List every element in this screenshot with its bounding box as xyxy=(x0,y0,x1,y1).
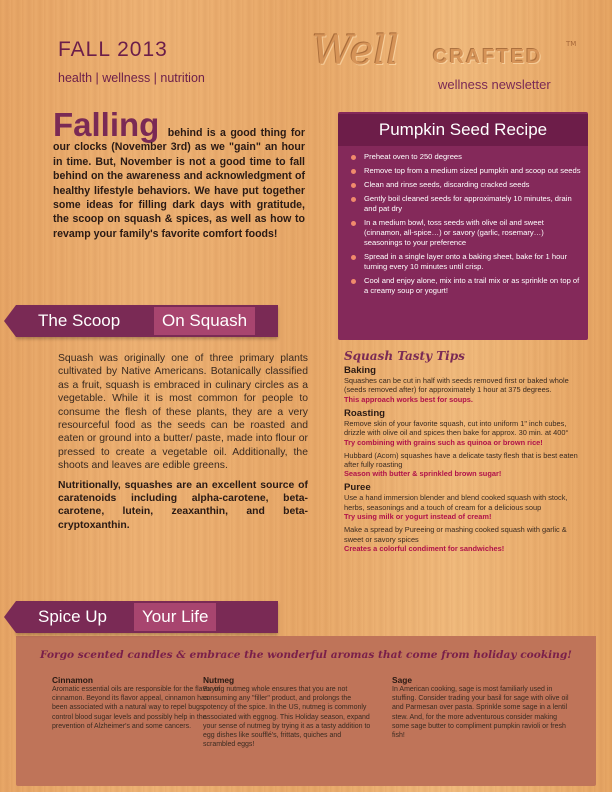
squash-tasty-tips xyxy=(344,349,588,557)
recipe-step: Spread in a single layer onto a baking sheet, bake for 1 hour turning every 10 minutes until crisp. xyxy=(350,252,582,272)
tip-text: Remove skin of your favorite squash, cut into uniform 1" inch cubes, drizzle with olive oil and spices then bake for approx. 30 min. at 400° xyxy=(344,418,569,438)
tip-suggestion: This approach works best for soups. xyxy=(344,394,473,404)
spice-text-cinnamon: Aromatic essential oils are responsible for the flavor of cinnamon. Beyond its flavor appeal, cinnamon has been associated with a natural way to repel bugs, control blood sugar levels and possibly help in the prevention of Alzheimer's and some cancers. xyxy=(52,686,221,730)
recipe-step: Cool and enjoy alone, mix into a trail mix or as sprinkle on top of a creamy soup or yogurt! xyxy=(350,276,582,296)
scoop-on-squash-banner xyxy=(16,305,278,337)
tip-heading-roasting: Roasting xyxy=(344,407,386,419)
intro-text: behind is a good thing for our clocks (November 3rd) as we "gain" an hour in time. But, November is not a good time to fall behind on the awareness and acknowledgment of healthy lifestyle behaviors. We have put together some ideas for filling dark days with gratitude, the scoop on squash & spices, as well as how to revamp your family's favorite comfort foods! xyxy=(53,127,305,240)
tip-text: Make a spread by Pureeing or mashing cooked squash with garlic & sweet or savory spices xyxy=(344,525,567,544)
wellcrafted-logo xyxy=(312,28,582,102)
scoop-banner-label-a: The Scoop xyxy=(38,311,121,330)
tip-heading-baking: Baking xyxy=(344,365,376,376)
logo-trademark: TM xyxy=(566,40,577,48)
spice-up-your-life-banner xyxy=(16,601,278,633)
recipe-step: Clean and rinse seeds, discarding cracked seeds xyxy=(350,180,582,190)
scoop-banner-label-b: On Squash xyxy=(154,307,255,335)
intro-lead-word: Falling xyxy=(53,106,160,143)
recipe-step: Gently boil cleaned seeds for approximately 10 minutes, drain and pat dry xyxy=(350,194,582,214)
spice-text-nutmeg: Buying nutmeg whole ensures that you are not consuming any "filler" product, and prolongs the potency of the spice. In the US, nutmeg is commonly associated with eggnog. This Holiday season, expand your sense of nutmeg by trying it as a tasty addition to egg dishes like soufflé's, frittats, quiches and scrambled eggs! xyxy=(203,686,371,749)
squash-nutrition-paragraph: Nutritionally, squashes are an excellent source of caratenoids including alpha-carotene, beta-carotene, lutein, zeaxanthin, and beta-cryptoxanthin. xyxy=(58,479,308,531)
recipe-step: Preheat oven to 250 degrees xyxy=(350,152,582,162)
tip-suggestion: Season with butter & sprinkled brown sugar! xyxy=(344,469,502,479)
spice-column-nutmeg xyxy=(203,675,371,749)
recipe-step: In a medium bowl, toss seeds with olive oil and sweet (cinnamon, all-spice…) or savory (garlic, rosemary…) seasonings to your preference xyxy=(350,218,582,248)
squash-paragraph: Squash was originally one of three primary plants cultivated by Native Americans. Botanically classified as a fruit, squash is embraced in culinary circles as a vegetable. While it is most common for people to consume the flesh of these plants, they are a very resourceful food as the seeds can be roasted and eaten or ground into a butter/ paste, made into flour or pressed to create a vegetable oil. Additionally, the shoots and leaves are edible greens. xyxy=(58,353,308,472)
tips-title: Squash Tasty Tips xyxy=(344,349,465,363)
newsletter-season: FALL 2013 xyxy=(58,38,168,61)
logo-crafted-text: CRAFTED xyxy=(433,46,543,68)
tip-text: Hubbard (Acorn) squashes have a delicate tasty flesh that is best eaten after fully roasting xyxy=(344,450,578,470)
logo-well-text: Well xyxy=(312,28,400,74)
logo-subtitle: wellness newsletter xyxy=(438,77,551,92)
recipe-steps xyxy=(350,152,582,300)
spice-headline: Forgo scented candles & embrace the wonderful aromas that come from holiday cooking! xyxy=(40,649,572,661)
spice-heading-sage: Sage xyxy=(392,675,413,685)
tip-heading-puree: Puree xyxy=(344,482,371,494)
spice-heading-nutmeg: Nutmeg xyxy=(203,675,235,685)
spice-text-sage: In American cooking, sage is most familiarly used in stuffing. Consider trading your basil for sage with olive oil and Parmesan over pasta. Sprinkle some sage in a lentil stew. And, for the more adventurous consider making some sage butter to compliment pumpkin ravioli or fresh fish! xyxy=(392,686,569,740)
spice-banner-label-b: Your Life xyxy=(134,603,216,631)
intro-paragraph xyxy=(53,106,305,241)
newsletter-tagline: health | wellness | nutrition xyxy=(58,71,205,85)
spice-column-cinnamon xyxy=(52,675,222,731)
pumpkin-seed-recipe-box xyxy=(338,112,588,340)
spice-column-sage xyxy=(392,675,572,740)
tip-suggestion: Try combining with grains such as quinoa or brown rice! xyxy=(344,437,543,447)
squash-article xyxy=(58,352,308,538)
recipe-step: Remove top from a medium sized pumpkin and scoop out seeds xyxy=(350,166,582,176)
recipe-title: Pumpkin Seed Recipe xyxy=(338,114,588,146)
tip-suggestion: Creates a colorful condiment for sandwiches! xyxy=(344,544,505,554)
tip-text: Squashes can be cut in half with seeds removed first or baked whole (seeds removed after) for approximately 1 hour at 375 degrees. xyxy=(344,376,569,395)
tip-suggestion: Try using milk or yogurt instead of cream! xyxy=(344,512,492,522)
spice-heading-cinnamon: Cinnamon xyxy=(52,675,93,685)
tip-text: Use a hand immersion blender and blend cooked squash with stock, herbs, seasonings and a touch of cream for a delicious soup xyxy=(344,493,568,512)
spice-banner-label-a: Spice Up xyxy=(38,607,107,626)
